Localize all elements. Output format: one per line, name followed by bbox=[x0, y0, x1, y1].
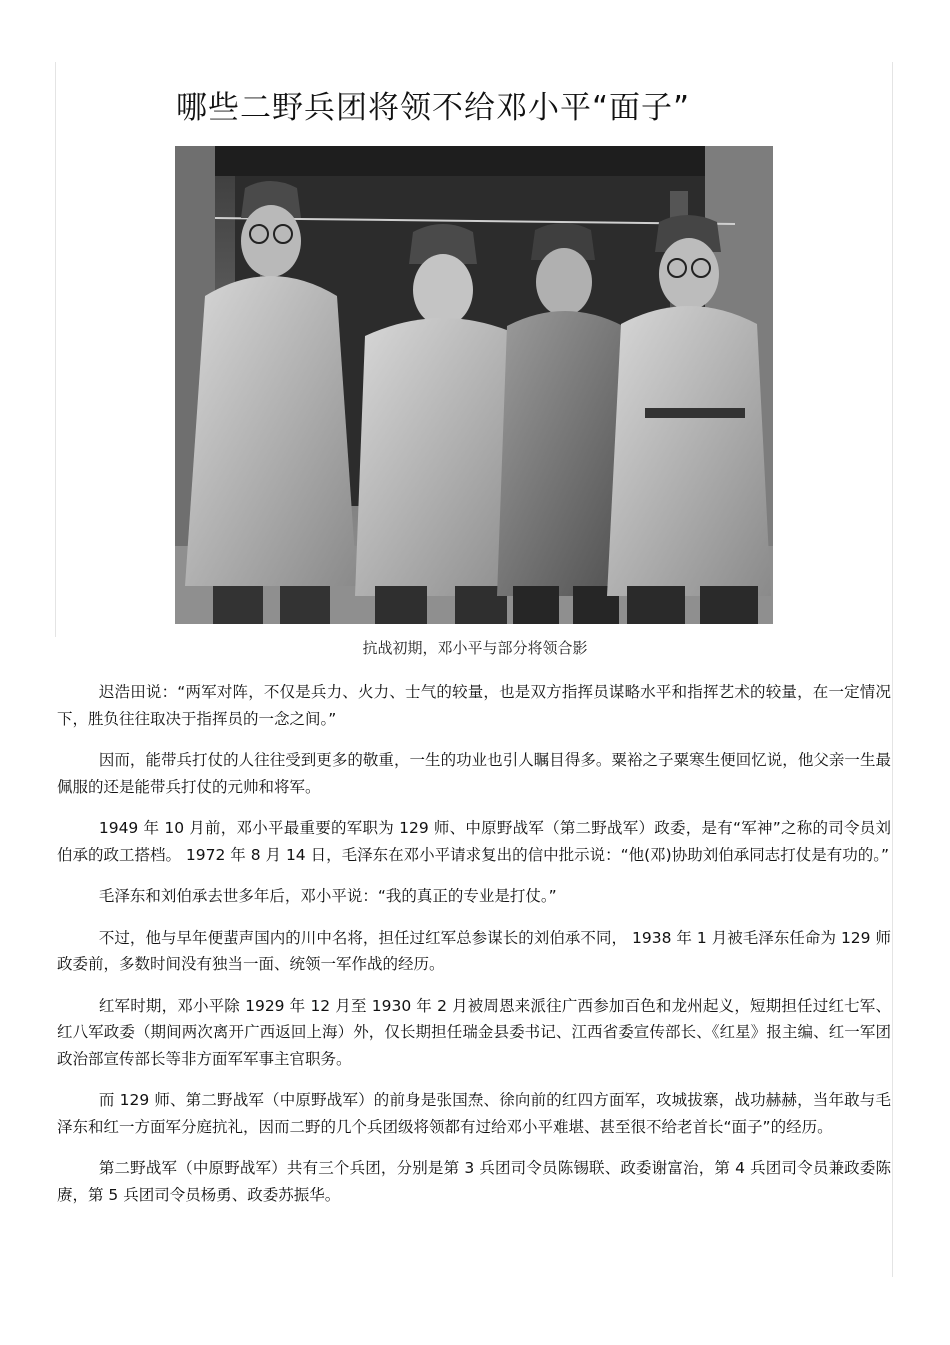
photo-illustration bbox=[175, 146, 773, 624]
paragraph-4: 毛泽东和刘伯承去世多年后，邓小平说：“我的真正的专业是打仗。” bbox=[98, 887, 557, 905]
paragraph-6: 红军时期，邓小平除 1929 年 12 月至 1930 年 2 月被周恩来派往广西参加百色和龙州起义，短期担任过红七军、红八军政委（期间两次离开广西返回上海）外，仅长期担任瑞金县委书记、江西省委宣传部长、《红星》报主编、红一军团政治部宣传部长等非方面军军事主官职务。 bbox=[57, 996, 891, 1068]
left-page-rule bbox=[55, 62, 56, 637]
page-title: 哪些二野兵团将领不给邓小平“面子” bbox=[176, 90, 691, 126]
paragraph-2: 因而，能带兵打仗的人往往受到更多的敬重，一生的功业也引人瞩目得多。粟裕之子粟寒生便回忆说，他父亲一生最佩服的还是能带兵打仗的元帅和将军。 bbox=[57, 751, 891, 796]
right-page-rule bbox=[892, 62, 893, 1277]
historical-photo bbox=[175, 146, 773, 624]
paragraph-3: 1949 年 10 月前，邓小平最重要的军职为 129 师、中原野战军（第二野战军）政委，是有“军神”之称的司令员刘伯承的政工搭档。 1972 年 8 月 14 日，毛泽东在邓小平请求复出的信中批示说：“他(邓)协助刘伯承同志打仗是有功的。” bbox=[57, 819, 891, 864]
paragraph-8: 第二野战军（中原野战军）共有三个兵团，分别是第 3 兵团司令员陈锡联、政委谢富治，第 4 兵团司令员兼政委陈赓，第 5 兵团司令员杨勇、政委苏振华。 bbox=[57, 1159, 891, 1204]
paragraph-7: 而 129 师、第二野战军（中原野战军）的前身是张国焘、徐向前的红四方面军，攻城拔寨，战功赫赫，当年敢与毛泽东和红一方面军分庭抗礼，因而二野的几个兵团级将领都有过给邓小平难堪、甚至很不给老首长“面子”的经历。 bbox=[57, 1091, 891, 1136]
photo-caption: 抗战初期，邓小平与部分将领合影 bbox=[362, 639, 588, 657]
paragraph-1: 迟浩田说：“两军对阵，不仅是兵力、火力、士气的较量，也是双方指挥员谋略水平和指挥艺术的较量，在一定情况下，胜负往往取决于指挥员的一念之间。” bbox=[57, 683, 891, 728]
article-body bbox=[57, 679, 891, 1223]
paragraph-5: 不过，他与早年便蜚声国内的川中名将，担任过红军总参谋长的刘伯承不同， 1938 年 1 月被毛泽东任命为 129 师政委前，多数时间没有独当一面、统领一军作战的经历。 bbox=[57, 928, 891, 973]
